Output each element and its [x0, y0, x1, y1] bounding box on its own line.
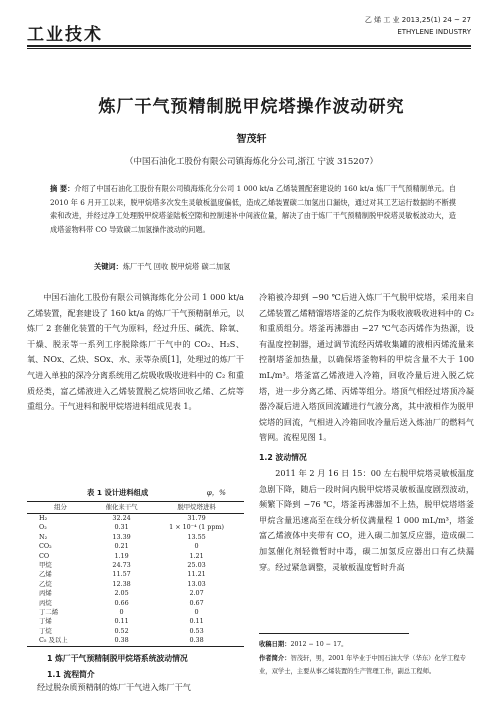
component-cell: C₅ 及以上: [27, 636, 94, 646]
table-header-cell: 组分: [27, 502, 94, 514]
value-cell: 0.11: [114, 617, 129, 626]
table-row: [27, 580, 244, 589]
abstract-label: 摘 要：: [50, 184, 75, 193]
keywords-text: 炼厂干气 回收 脱甲烷塔 碳二加氢: [122, 262, 231, 271]
abstract: [50, 182, 456, 237]
value-cell: 12.38: [112, 579, 131, 588]
value-cell: 13.03: [187, 579, 206, 588]
received-date: 2012 − 10 − 17。: [290, 641, 348, 648]
value-cell: 1 × 10⁻⁴ (1 ppm): [169, 523, 225, 532]
value-cell: 11.21: [187, 570, 206, 579]
value-cell: 1.19: [114, 551, 129, 560]
header-rule-thin: [27, 48, 471, 49]
table-row: [27, 617, 244, 626]
journal-citation: 乙 烯 工 业 2013,25(1) 24 ~ 27: [364, 16, 471, 24]
author-bio-label: 作者简介：: [259, 654, 291, 662]
table-header-row: [27, 502, 244, 514]
component-cell: 丁烯: [39, 617, 52, 626]
section-label: 工业技术: [27, 25, 103, 45]
received-label: 收稿日期：: [259, 641, 291, 648]
component-cell: 丁二烯: [39, 608, 59, 617]
value-cell: 31.79: [187, 514, 206, 522]
value-cell: 25.03: [187, 561, 206, 570]
footnote: [259, 638, 474, 679]
table-row: [27, 589, 244, 598]
table-row: [27, 523, 244, 532]
footnote-rule: [259, 633, 409, 634]
component-cell: 丙烯: [39, 589, 52, 598]
table-row: [27, 514, 244, 524]
table-row: [27, 627, 244, 636]
table-unit: φ，%: [206, 488, 226, 497]
table-row: [27, 552, 244, 561]
value-cell: 0.31: [114, 523, 129, 532]
value-cell: 13.55: [187, 532, 206, 541]
table-header-cell: 脱甲烷塔进料: [149, 502, 244, 514]
value-cell: 2.05: [114, 589, 129, 598]
component-cell: CO: [39, 551, 50, 560]
keywords-label: 关键词：: [94, 262, 123, 271]
value-cell: 2.07: [189, 589, 204, 598]
table-body: [27, 514, 244, 647]
table-row: [27, 608, 244, 617]
table-row: [27, 599, 244, 608]
value-cell: 0: [119, 608, 124, 617]
value-cell: 0.67: [189, 598, 204, 607]
footnote-received: [259, 638, 474, 652]
component-cell: CO₂: [39, 542, 52, 551]
article-author: 智茂轩: [236, 134, 267, 145]
value-cell: 0.52: [114, 626, 129, 635]
table-row: [27, 636, 244, 646]
journal-english-name: ETHYLENE INDUSTRY: [397, 28, 471, 36]
value-cell: 13.39: [112, 532, 131, 541]
component-cell: N₂: [39, 532, 48, 541]
section-1-2-heading: 1.2 波动情况: [259, 453, 307, 462]
table-title: 表 1 设计进料组成: [87, 488, 149, 497]
value-cell: 0.66: [114, 598, 129, 607]
component-cell: 乙烯: [39, 570, 52, 579]
header-rule: [27, 45, 471, 47]
value-cell: 0.21: [114, 542, 129, 551]
right-column-paragraph: 冷箱被冷却到 −90 ℃后进入炼厂干气脱甲烷塔，采用来自乙烯装置乙烯精馏塔塔釜的乙烷作为吸收液吸收进料中的 C₂ 和重质组分。塔釜再沸器由 −27 ℃气态丙烯作为热源，设有温度控制器，通过调节流经丙烯收集罐的液相丙烯流量来控制塔釜加热量，以确保塔釜物料的甲烷含量不大于 100 mL/m³。塔釜富乙烯液进入冷箱，回收冷量后进入脱乙烷塔，进一步分离乙烯、丙烯等组分。塔顶气相经过塔顶冷凝器冷凝后进入塔顶回流罐进行气液分离，其中液相作为脱甲烷塔的回流，气相进入冷箱回收冷量后送入炼油厂的燃料气管网。流程见图 1。: [259, 292, 474, 443]
author-bio-text: 智茂轩，男，2001 年毕业于中国石油大学（华东）化学工程专业，双学士，主要从事乙烯装置的生产管理工作，副总工程师。: [259, 654, 466, 675]
table-row: [27, 570, 244, 579]
component-cell: 丁烷: [39, 626, 52, 635]
feed-composition-table: [27, 501, 244, 647]
section-1-heading: 1 炼厂干气预精制脱甲烷塔系统波动情况: [47, 654, 188, 663]
journal-info: [365, 14, 471, 38]
table-row: [27, 533, 244, 542]
left-column-paragraph: 中国石油化工股份有限公司镇海炼化分公司 1 000 kt/a 乙烯装置，配套建设了 160 kt/a 的炼厂干气预精制单元，以炼厂 2 套催化装置的干气为原料，经过升压、碱洗、除氧、干燥、脱汞等一系列工序脱除炼厂干气中的 CO₂、H₂S、氧、NOx、乙炔、SOx、水、汞等杂质[1]，处理过的炼厂干气进入单独的深冷分离系统用乙烷吸收吸收进料中的 C₂ 和重质烃类，富乙烯液进入乙烯装置脱乙烷塔回收乙烯、乙烷等重组分。干气进料和脱甲烷塔进料组成见表 1。: [27, 292, 244, 412]
section-1-1-heading: 1.1 流程简介: [47, 670, 95, 679]
value-cell: 1.21: [189, 551, 204, 560]
article-affiliation: （中国石油化工股份有限公司镇海炼化分公司,浙江 宁波 315207）: [124, 157, 379, 167]
keywords: [94, 262, 230, 272]
component-cell: 甲烷: [39, 561, 52, 570]
component-cell: 乙烷: [39, 579, 52, 588]
table-row: [27, 561, 244, 570]
article-title: 炼厂干气预精制脱甲烷塔操作波动研究: [98, 97, 405, 117]
value-cell: 0.11: [189, 617, 204, 626]
value-cell: 0: [194, 608, 199, 617]
value-cell: 0.38: [94, 636, 149, 646]
table-row: [27, 542, 244, 551]
component-cell: 丙烷: [39, 598, 52, 607]
value-cell: 24.73: [112, 561, 131, 570]
value-cell: 0.38: [149, 636, 244, 646]
component-cell: O₂: [39, 523, 47, 532]
left-column-last-line: 经过脱杂质预精制的炼厂干气进入炼厂干气: [37, 682, 191, 692]
component-cell: H₂: [39, 514, 48, 522]
right-column-paragraph-2: 2011 年 2 月 16 日 15：00 左右脱甲烷塔灵敏板温度急剧下降，随后一段时间内脱甲烷塔灵敏板温度剧烈波动，频繁下降到 −76 ℃，塔釜再沸器加不上热，脱甲烷塔塔釜甲烷含量迅速高至在线分析仪满量程 1 000 mL/m³，塔釜富乙烯液体中夹带有 CO，进入碳二加氢反应器，造成碳二加氢催化剂轻微暂时中毒，碳二加氢反应器出口有乙炔漏穿。经过紧急调整，灵敏板温度暂时升高: [259, 468, 474, 572]
footnote-author-bio: [259, 652, 474, 679]
value-cell: 11.57: [112, 570, 131, 579]
table-header-cell: 催化来干气: [94, 502, 149, 514]
value-cell: 32.24: [112, 514, 131, 522]
value-cell: 0.53: [189, 626, 204, 635]
abstract-text: 介绍了中国石油化工股份有限公司镇海炼化分公司 1 000 kt/a 乙烯装置配套建设的 160 kt/a 炼厂干气预精制单元。自 2010 年 6 月开工以来，脱甲烷塔多次发生灵敏板温度偏低，造成乙烯装置碳二加氢出口漏炔，通过对其工艺运行数据的不断摸索和改进，并经过净工处理脱甲烷塔釜陆板空隙和控制速补中间液位量，解决了由于炼厂干气预精制脱甲烷塔灵敏板波动大，造成塔釜物料带 CO 导致碳二加氢操作波动的问题。: [50, 184, 456, 235]
value-cell: 0: [194, 542, 199, 551]
